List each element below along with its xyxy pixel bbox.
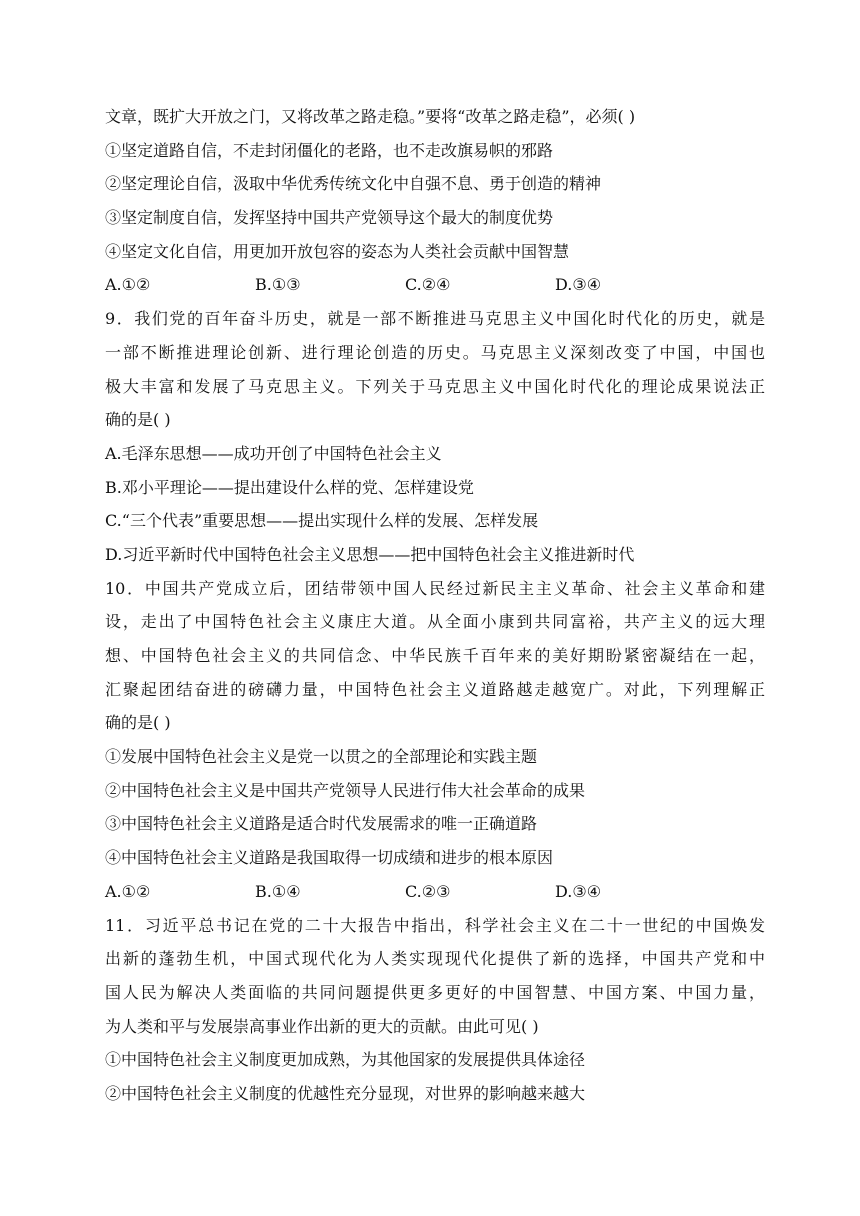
q8-options: [105, 268, 765, 302]
q10-option-d: D.③④: [555, 881, 602, 901]
q8-statement-2: ②坚定理论自信，汲取中华优秀传统文化中自强不息、勇于创造的精神: [105, 174, 602, 194]
q10-stem-line-2: 设，走出了中国特色社会主义康庄大道。从全面小康到共同富裕，共产主义的远大理: [105, 612, 765, 632]
q10-stem-line-4: 汇聚起团结奋进的磅礴力量，中国特色社会主义道路越走越宽广。对此，下列理解正: [105, 679, 765, 699]
q8-option-d: D.③④: [555, 275, 602, 295]
q8-statement-4: ④坚定文化自信，用更加开放包容的姿态为人类社会贡献中国智慧: [105, 241, 570, 261]
q10-statement-3: ③中国特色社会主义道路是适合时代发展需求的唯一正确道路: [105, 814, 538, 834]
q11-stem-line-1: 11．习近平总书记在党的二十大报告中指出，科学社会主义在二十一世纪的中国焕发: [105, 915, 765, 935]
q9-stem-line-3: 极大丰富和发展了马克思主义。下列关于马克思主义中国化时代化的理论成果说法正: [105, 376, 765, 396]
q9-option-b: B.邓小平理论——提出建设什么样的党、怎样建设党: [105, 477, 474, 497]
q10-option-c: C.②③: [405, 881, 451, 901]
q8-statement-3: ③坚定制度自信，发挥坚持中国共产党领导这个最大的制度优势: [105, 208, 554, 228]
q9-option-d: D.习近平新时代中国特色社会主义思想——把中国特色社会主义推进新时代: [105, 544, 635, 564]
q10-statement-1: ①发展中国特色社会主义是党一以贯之的全部理论和实践主题: [105, 747, 538, 767]
q9-stem-line-2: 一部不断推进理论创新、进行理论创造的历史。马克思主义深刻改变了中国，中国也: [105, 342, 765, 362]
q8-stem-tail: 文章，既扩大开放之门，又将改革之路走稳。”要将“改革之路走稳”，必须( ): [105, 107, 636, 126]
q8-option-c: C.②④: [405, 275, 451, 295]
q10-stem-line-3: 想、中国特色社会主义的共同信念、中华民族千百年来的美好期盼紧密凝结在一起，: [105, 646, 765, 665]
q10-statement-4: ④中国特色社会主义道路是我国取得一切成绩和进步的根本原因: [105, 848, 554, 868]
q10-statement-2: ②中国特色社会主义是中国共产党领导人民进行伟大社会革命的成果: [105, 780, 586, 800]
q9-stem-line-4: 确的是( ): [105, 410, 171, 430]
q11-stem-line-3: 国人民为解决人类面临的共同问题提供更多更好的中国智慧、中国方案、中国力量，: [105, 982, 765, 1002]
page-content: [105, 100, 765, 1111]
q11-statement-1: ①中国特色社会主义制度更加成熟，为其他国家的发展提供具体途径: [105, 1050, 586, 1070]
q9-option-c: C.“三个代表”重要思想——提出实现什么样的发展、怎样发展: [105, 511, 539, 531]
q11-stem-line-2: 出新的蓬勃生机，中国式现代化为人类实现现代化提供了新的选择，中国共产党和中: [105, 949, 765, 969]
q8-option-b: B.①③: [255, 275, 301, 295]
q8-option-a: A.①②: [105, 275, 151, 295]
q10-options: [105, 875, 765, 909]
q10-stem-line-1: 10．中国共产党成立后，团结带领中国人民经过新民主主义革命、社会主义革命和建: [105, 578, 765, 598]
q9-stem-line-1: 9．我们党的百年奋斗历史，就是一部不断推进马克思主义中国化时代化的历史，就是: [105, 309, 765, 329]
q10-option-b: B.①④: [255, 881, 301, 901]
q10-option-a: A.①②: [105, 881, 151, 901]
q8-statement-1: ①坚定道路自信，不走封闭僵化的老路，也不走改旗易帜的邪路: [105, 140, 554, 160]
q11-statement-2: ②中国特色社会主义制度的优越性充分显现，对世界的影响越来越大: [105, 1083, 586, 1103]
q10-stem-line-5: 确的是( ): [105, 713, 171, 733]
q9-option-a: A.毛泽东思想——成功开创了中国特色社会主义: [105, 443, 442, 463]
q11-stem-line-4: 为人类和平与发展崇高事业作出新的更大的贡献。由此可见( ): [105, 1016, 539, 1036]
